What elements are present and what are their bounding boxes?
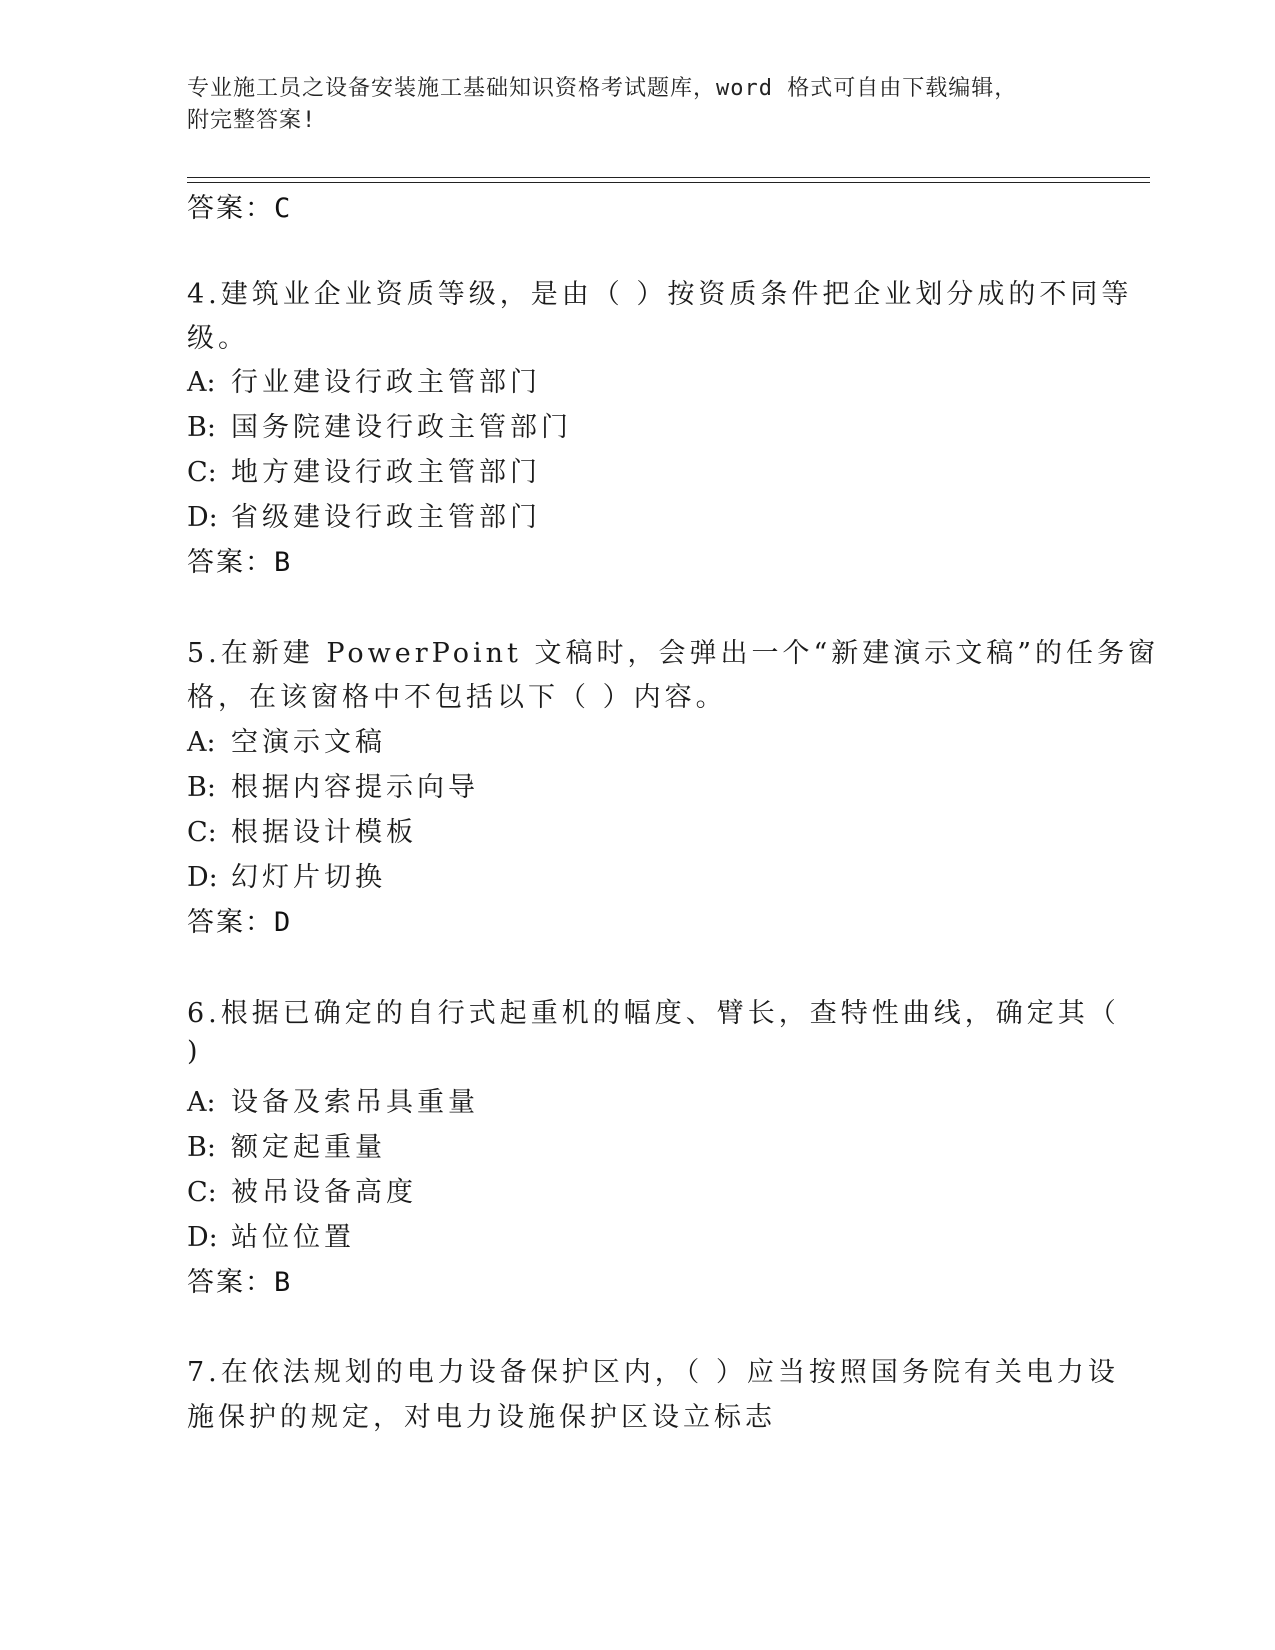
answer-value: C: [274, 193, 293, 224]
option-text: 行业建设行政主管部门: [231, 367, 541, 398]
option-text: 省级建设行政主管部门: [231, 502, 541, 533]
question-5-option-b: [187, 765, 479, 804]
option-key: B:: [187, 772, 216, 803]
question-6-option-a: [187, 1080, 479, 1119]
question-5-stem-line-2: 格，在该窗格中不包括以下（ ）内容。: [187, 682, 727, 713]
answer-label: 答案：: [187, 547, 274, 578]
option-key: D:: [187, 502, 218, 533]
question-6-option-d: [187, 1215, 355, 1254]
option-key: C:: [187, 457, 217, 488]
question-5-option-d: [187, 855, 386, 894]
question-7-stem-line-2: 施保护的规定，对电力设施保护区设立标志: [187, 1402, 776, 1433]
option-text: 地方建设行政主管部门: [231, 457, 541, 488]
answer-label: 答案：: [187, 907, 274, 938]
question-5-stem-line-1: 5.在新建 PowerPoint 文稿时，会弹出一个“新建演示文稿”的任务窗: [187, 638, 1160, 669]
question-6-stem-line-1: 6.根据已确定的自行式起重机的幅度、臂长，查特性曲线，确定其（: [187, 998, 1120, 1029]
option-key: D:: [187, 862, 218, 893]
option-key: A:: [187, 727, 216, 758]
option-text: 站位位置: [231, 1222, 355, 1253]
option-key: B:: [187, 1132, 216, 1163]
question-5-option-a: [187, 720, 386, 759]
option-key: C:: [187, 817, 217, 848]
option-text: 国务院建设行政主管部门: [231, 412, 572, 443]
option-text: 空演示文稿: [231, 727, 386, 758]
option-text: 根据内容提示向导: [231, 772, 479, 803]
question-6-stem-line-2: ): [187, 1036, 202, 1067]
header-line-1: 专业施工员之设备安装施工基础知识资格考试题库，word 格式可自由下载编辑，: [187, 76, 1018, 101]
answer-value: B: [274, 547, 293, 578]
question-4-answer: [187, 540, 292, 579]
answer-value: B: [274, 1267, 293, 1298]
option-text: 设备及索吊具重量: [231, 1087, 479, 1118]
question-6-answer: [187, 1260, 292, 1299]
option-key: A:: [187, 1087, 216, 1118]
option-key: D:: [187, 1222, 218, 1253]
option-text: 额定起重量: [231, 1132, 386, 1163]
header-divider-bottom: [187, 182, 1150, 183]
question-4-option-d: [187, 495, 541, 534]
header-divider-top: [187, 177, 1150, 178]
question-5-option-c: [187, 810, 417, 849]
option-text: 幻灯片切换: [231, 862, 386, 893]
question-6-option-b: [187, 1125, 386, 1164]
question-4-option-b: [187, 405, 572, 444]
document-header: [187, 73, 1067, 137]
option-key: B:: [187, 412, 216, 443]
header-line-2: 附完整答案!: [187, 108, 317, 133]
question-4-option-c: [187, 450, 541, 489]
option-key: C:: [187, 1177, 217, 1208]
question-6-option-c: [187, 1170, 417, 1209]
question-4-option-a: [187, 360, 541, 399]
answer-label: 答案：: [187, 1267, 274, 1298]
question-4-stem-line-2: 级。: [187, 323, 249, 354]
answer-line: [187, 186, 292, 225]
question-4-stem-line-1: 4.建筑业企业资质等级，是由（ ）按资质条件把企业划分成的不同等: [187, 279, 1133, 310]
answer-label: 答案：: [187, 193, 274, 224]
option-key: A:: [187, 367, 216, 398]
question-5-answer: [187, 900, 292, 939]
answer-value: D: [274, 907, 293, 938]
question-7-stem-line-1: 7.在依法规划的电力设备保护区内，（ ）应当按照国务院有关电力设: [187, 1357, 1119, 1388]
option-text: 被吊设备高度: [231, 1177, 417, 1208]
option-text: 根据设计模板: [231, 817, 417, 848]
